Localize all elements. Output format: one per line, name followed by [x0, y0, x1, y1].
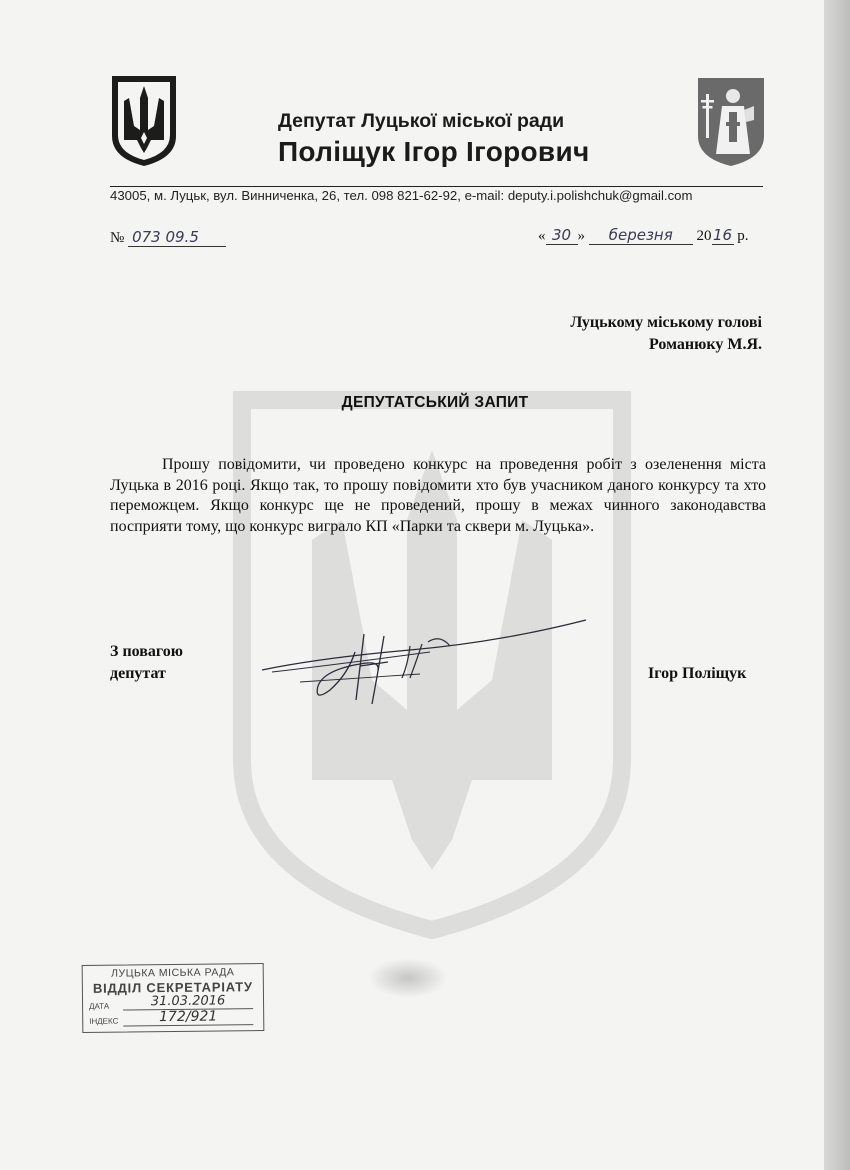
stamp-date-label: ДАТА — [89, 1001, 110, 1011]
ukraine-trident-icon — [110, 74, 178, 168]
registration-stamp — [82, 963, 265, 1033]
letter-date — [538, 226, 749, 245]
stamp-index-label: ІНДЕКС — [89, 1016, 119, 1026]
number-label: № — [110, 230, 125, 246]
date-day: 30 — [546, 226, 578, 245]
date-year-suffix: 16 — [712, 226, 733, 244]
contact-address: 43005, м. Луцьк, вул. Винниченка, 26, тел. 098 821-62-92, e-mail: deputy.i.polishchuk@gmail.com — [110, 188, 693, 203]
deputy-title: Депутат Луцької міської ради — [278, 110, 565, 132]
signer-name: Ігор Поліщук — [648, 665, 747, 682]
handwritten-signature — [260, 612, 590, 722]
closing-regards: З повагою — [110, 643, 183, 660]
date-year-unit: р. — [737, 228, 749, 244]
deputy-name: Поліщук Ігор Ігорович — [278, 136, 590, 167]
stamp-department: ВІДДІЛ СЕКРЕТАРІАТУ — [92, 979, 253, 996]
date-month: березня — [589, 226, 693, 245]
document-title: ДЕПУТАТСЬКИЙ ЗАПИТ — [341, 394, 529, 411]
recipient-block — [570, 312, 762, 356]
date-open-quote: « — [538, 228, 546, 244]
header-divider — [110, 186, 763, 187]
request-body: Прошу повідомити, чи проведено конкурс на проведення робіт з озеленення міста Луцька в 2016 році. Якщо так, то прошу повідомити хто був учасником даного конкурсу та хто переможцем. Якщо конкурс ще не проведений, прошу в межах чинного законодавства посприяти тому, що конкурс виграло КП «Парки та сквери м. Луцька». — [110, 456, 766, 535]
lutsk-coat-of-arms-icon — [696, 76, 766, 168]
outgoing-number — [110, 228, 226, 247]
recipient-position: Луцькому міському голові — [570, 314, 762, 331]
closing-block — [110, 641, 183, 685]
scan-edge — [824, 0, 850, 1170]
number-value: 073 09.5 — [128, 228, 226, 247]
stamp-index-value: 172/921 — [123, 1008, 253, 1026]
stamp-council: ЛУЦЬКА МІСЬКА РАДА — [111, 966, 235, 980]
scan-smudge — [368, 958, 448, 998]
date-close-quote: » — [577, 228, 585, 244]
closing-position: депутат — [110, 665, 166, 682]
stamp-date-value: 31.03.2016 — [123, 993, 253, 1010]
date-year-prefix: 20 — [696, 228, 712, 244]
recipient-name: Романюку М.Я. — [649, 336, 762, 353]
